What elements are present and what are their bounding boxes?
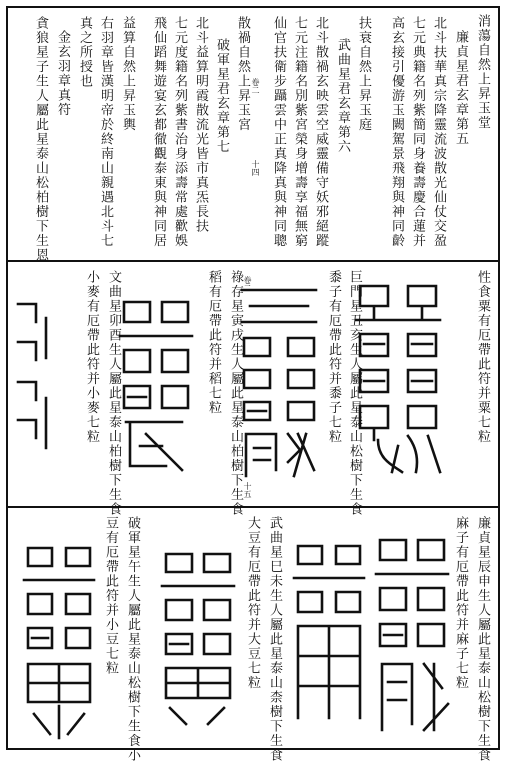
text-column: 北斗散禍玄映雲空威靈備守妖邪絕蹤 <box>313 16 328 248</box>
page-number: 十五 <box>243 482 252 498</box>
text-column: 仙官扶衛步躡雲中正真降真與神同聰 <box>271 16 286 248</box>
scripture-page <box>6 6 500 763</box>
section-divider <box>8 506 498 508</box>
text-column: 文曲星卯酉生人屬此星泰山柏樹下生食 <box>106 270 121 517</box>
text-column: 廉貞星君玄章第五 <box>453 30 468 146</box>
text-column: 益算自然上昇玉輿 <box>120 16 135 132</box>
text-column: 廉貞星辰申生人屬此星泰山松樹下生食 <box>475 516 490 763</box>
text-column: 飛仙蹈舞遊宴玄都徹觀泰東與神同居 <box>151 16 166 248</box>
text-column: 金玄羽章真符 <box>55 30 70 117</box>
text-column: 北斗扶華真宗降靈流波散光仙仗交盈 <box>431 16 446 248</box>
text-column: 北斗益算明霞散流光皆市真炁長扶 <box>193 16 208 234</box>
page-mark: 卷二 <box>251 78 260 94</box>
page-number: 十四 <box>251 160 260 176</box>
text-column: 右羽章皆漢明帝於終南山親遇北斗七 <box>98 16 113 248</box>
talisman-seal-glyph <box>158 548 238 728</box>
text-column: 小麥有厄帶此符并小麥七粒 <box>84 270 99 444</box>
talisman-seal-glyph <box>22 542 98 742</box>
text-column: 稻有厄帶此符并稻七粒 <box>206 270 221 415</box>
text-column: 七元注籍名別紫宮榮身增壽享福無窮 <box>292 16 307 248</box>
talisman-seal-glyph <box>348 276 448 476</box>
text-column: 祿存星寅戌生人屬此星泰山柏樹下生食 <box>228 270 243 517</box>
text-column: 高玄接引優游玉闕駕景飛翔與神同齡 <box>389 16 404 248</box>
talisman-seal-glyph <box>14 298 58 468</box>
text-column: 七元典籍名列紫簡同身養壽慶合蓮并 <box>410 16 425 248</box>
talisman-seal-glyph <box>236 284 322 484</box>
talisman-seal-glyph <box>290 538 368 728</box>
text-column: 七元度籍名列紫書治身添壽常處歡娛 <box>172 16 187 248</box>
text-column: 散禍自然上昇玉宮 <box>235 16 250 132</box>
section-divider <box>8 260 498 262</box>
text-column: 黍子有厄帶此符并黍子七粒 <box>326 270 341 444</box>
talisman-seal-glyph <box>116 294 196 474</box>
page-mark: 卷二 <box>243 276 252 292</box>
text-column: 貪狼星子生人屬此星泰山松柏樹下生恩 <box>33 16 48 263</box>
text-column: 武曲星巳未生人屬此星泰山柰樹下生食 <box>267 516 282 763</box>
text-column: 麻子有厄帶此符并麻子七粒 <box>453 516 468 690</box>
text-column: 扶衰自然上昇玉庭 <box>356 16 371 132</box>
talisman-seal-glyph <box>372 534 452 734</box>
text-column: 性食粟有厄帶此符并粟七粒 <box>475 270 490 444</box>
text-column: 大豆有厄帶此符并大豆七粒 <box>245 516 260 690</box>
text-column: 破軍星午生人屬此星泰山松樹下生食小 <box>125 516 140 763</box>
text-column: 豆有厄帶此符并小豆七粒 <box>103 516 118 676</box>
text-column: 真之所授也 <box>77 16 92 89</box>
text-column: 武曲星君玄章第六 <box>335 38 350 154</box>
text-column: 消蕩自然上昇玉堂 <box>475 14 490 130</box>
text-column: 巨門星丑亥生人屬此星泰山松樹下生食 <box>347 270 362 517</box>
text-column: 破軍星君玄章第七 <box>214 38 229 154</box>
